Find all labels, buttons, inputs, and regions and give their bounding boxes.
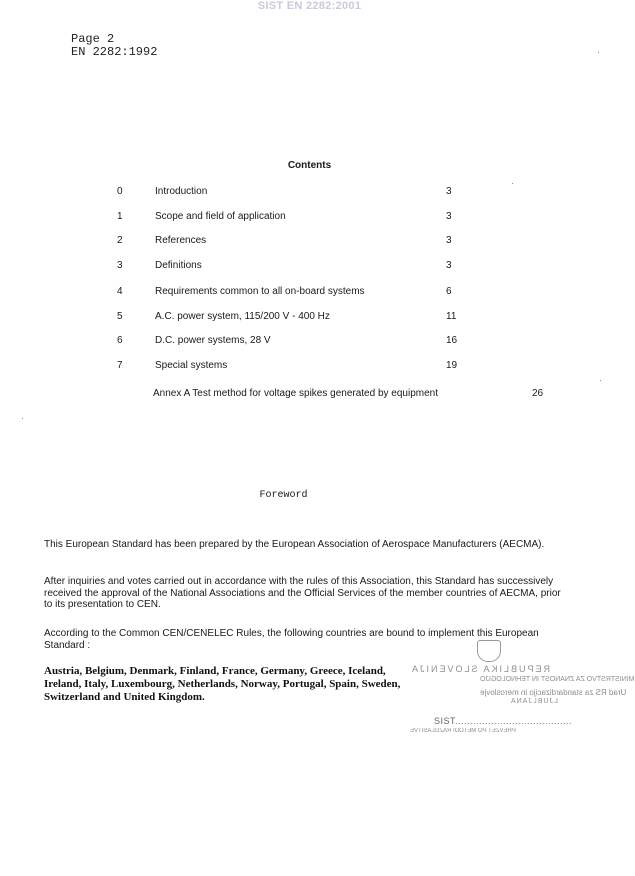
stamp-line-2: MINISTRSTVO ZA ZNANOST IN TEHNOLOGIJO (480, 676, 635, 683)
standard-number: EN 2282:1992 (71, 45, 158, 59)
toc-number: 6 (117, 335, 123, 346)
scan-speck (22, 418, 23, 419)
contents-title: Contents (287, 160, 332, 171)
toc-page: 3 (446, 186, 452, 197)
toc-number: 7 (117, 360, 123, 371)
toc-title: Definitions (155, 260, 202, 271)
approval-stamp (400, 640, 635, 740)
toc-title: References (155, 235, 207, 246)
toc-row (0, 211, 619, 225)
watermark: SIST EN 2282:2001 (257, 0, 362, 12)
toc-annex-row (0, 388, 619, 402)
foreword-title: Foreword (259, 490, 308, 501)
toc-number: 2 (117, 235, 123, 246)
page-number: Page 2 (71, 32, 115, 46)
toc-title: D.C. power systems, 28 V (155, 335, 271, 346)
toc-row (0, 286, 619, 300)
toc-title: Requirements common to all on-board systems (155, 286, 365, 297)
stamp-line-5: PREVZET PO METODI RAZGLASITVE (410, 728, 516, 734)
stamp-line-4: LJUBLJANA (510, 698, 558, 705)
coat-of-arms-icon (477, 640, 501, 662)
toc-number: 0 (117, 186, 123, 197)
toc-number: 4 (117, 286, 123, 297)
toc-number: 3 (117, 260, 123, 271)
toc-title: Scope and field of application (155, 211, 286, 222)
scan-speck (600, 380, 601, 381)
foreword-paragraph-2: After inquiries and votes carried out in accordance with the rules of this Association, this Standard has successively received the approval of the National Associations and the Official Services of the member countries of AECMA, prior to its presentation to CEN. (44, 576, 561, 610)
toc-page: 3 (446, 260, 452, 271)
toc-annex-page: 26 (532, 388, 544, 399)
scan-speck (512, 183, 513, 184)
stamp-line-3: Urad RS za standardizacijo in meroslovje (480, 688, 627, 697)
toc-title: Introduction (155, 186, 208, 197)
toc-number: 1 (117, 211, 123, 222)
toc-page: 16 (446, 335, 458, 346)
toc-row (0, 260, 619, 274)
toc-row (0, 360, 619, 374)
toc-page: 19 (446, 360, 458, 371)
toc-number: 5 (117, 311, 123, 322)
scan-speck (598, 52, 599, 53)
toc-row (0, 235, 619, 249)
toc-row (0, 186, 619, 200)
stamp-line-1: REPUBLIKA SLOVENIJA (410, 664, 551, 674)
toc-row (0, 311, 619, 325)
foreword-paragraph-3: According to the Common CEN/CENELEC Rules, the following countries are bound to implement this European Standard : (44, 628, 539, 651)
toc-title: Special systems (155, 360, 228, 371)
toc-row (0, 335, 619, 349)
toc-page: 3 (446, 235, 452, 246)
toc-page: 6 (446, 286, 452, 297)
foreword-paragraph-1: This European Standard has been prepared by the European Association of Aerospace Manufacturers (AECMA). (44, 539, 545, 550)
stamp-signature-line: SIST....................................... (434, 716, 573, 726)
toc-annex-title: Annex A Test method for voltage spikes generated by equipment (153, 388, 438, 399)
page-header (71, 33, 157, 59)
toc-page: 3 (446, 211, 452, 222)
toc-page: 11 (446, 311, 457, 322)
countries-list: Austria, Belgium, Denmark, Finland, France, Germany, Greece, Iceland, Ireland, Italy, Luxembourg, Netherlands, Norway, Portugal, Spain, Sweden, Switzerland and United Kingdom. (44, 665, 401, 703)
toc-title: A.C. power system, 115/200 V - 400 Hz (155, 311, 330, 322)
